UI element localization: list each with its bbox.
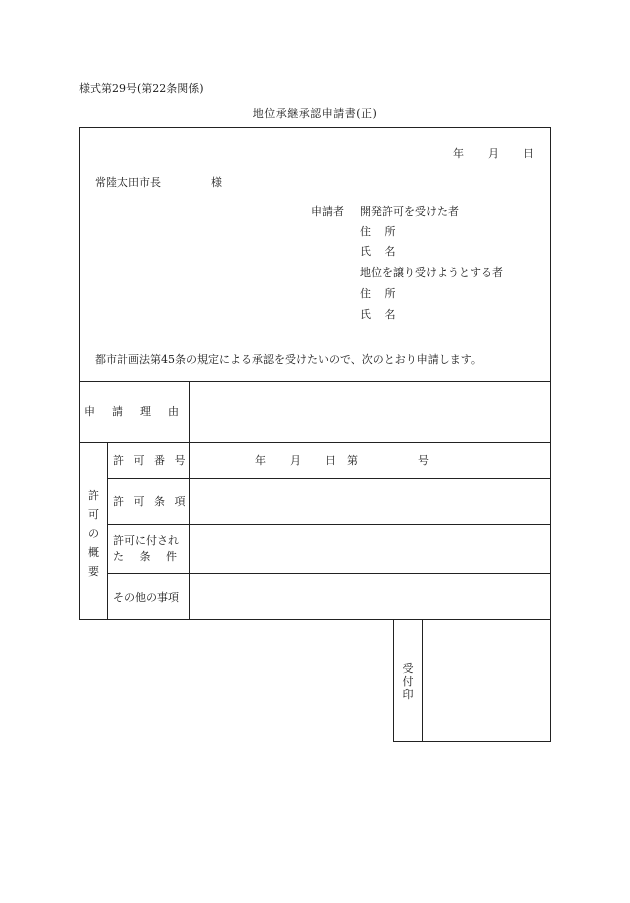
permit-conditions-label-line2: た 条 件 (113, 550, 183, 563)
successor-address-label: 住 所 (360, 287, 401, 300)
addressee-honorific: 様 (211, 176, 222, 189)
stamp-char: 受 (402, 662, 414, 675)
stamp-char: 付 (402, 675, 414, 688)
permit-number-year: 年 (255, 454, 266, 467)
holder-name-label: 氏 名 (360, 245, 401, 258)
side-char: 可 (88, 507, 99, 521)
permit-number-label: 許 可 番 号 (113, 454, 189, 467)
document-title: 地位承継承認申請書(正) (252, 107, 378, 120)
stamp-box-divider (422, 620, 423, 742)
date-month: 月 (488, 147, 499, 160)
successor-name-label: 氏 名 (360, 308, 401, 321)
side-char: の (88, 526, 99, 540)
date-year: 年 (453, 147, 464, 160)
divider-label-column (189, 381, 190, 620)
divider-header-bottom (79, 381, 551, 382)
other-matters-label: その他の事項 (113, 591, 179, 604)
applicant-label: 申請者 (311, 205, 344, 218)
stamp-char: 印 (402, 688, 414, 701)
divider-row-3 (107, 573, 551, 574)
reason-label (84, 406, 179, 417)
side-char: 要 (88, 564, 99, 578)
form-code: 様式第29号(第22条関係) (79, 82, 204, 95)
permit-number-gou: 号 (418, 454, 429, 467)
reason-char: 由 (168, 405, 179, 418)
side-char: 概 (88, 545, 99, 559)
permit-number-month: 月 (290, 454, 301, 467)
reason-char: 申 (84, 405, 95, 418)
permit-number-dai: 第 (347, 454, 358, 467)
permit-summary-side-label (80, 446, 107, 620)
permit-clause-label: 許 可 条 項 (113, 495, 189, 508)
divider-side-column (107, 442, 108, 620)
holder-address-label: 住 所 (360, 225, 401, 238)
divider-reason-bottom (79, 442, 551, 443)
declaration-text: 都市計画法第45条の規定による承認を受けたいので、次のとおり申請します。 (95, 353, 482, 366)
addressee-name: 常陸太田市長 (95, 176, 161, 189)
reason-char: 請 (112, 405, 123, 418)
reception-stamp-label (398, 662, 418, 701)
date-day: 日 (523, 147, 534, 160)
reason-char: 理 (140, 405, 151, 418)
divider-row-1 (107, 478, 551, 479)
side-char: 許 (88, 488, 99, 502)
holder-heading: 開発許可を受けた者 (360, 205, 459, 218)
permit-conditions-label-line1: 許可に付され (113, 534, 179, 547)
successor-heading: 地位を譲り受けようとする者 (360, 266, 503, 279)
permit-number-day: 日 (325, 454, 336, 467)
divider-row-2 (107, 524, 551, 525)
permit-conditions-label (113, 533, 183, 565)
